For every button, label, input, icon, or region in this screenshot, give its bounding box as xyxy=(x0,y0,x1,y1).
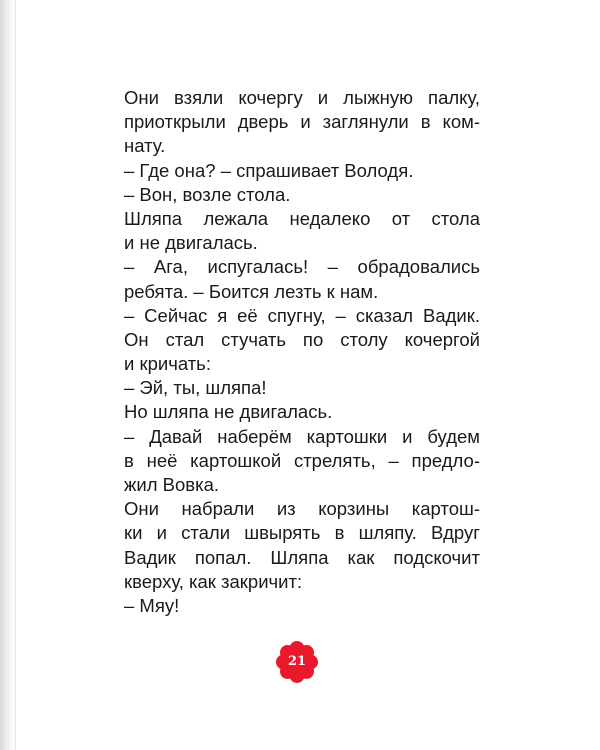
text-line: – Вон, возле стола. xyxy=(124,183,291,205)
text-line: – Эй, ты, шляпа! xyxy=(124,377,267,399)
text-line: ребята. – Боится лезть к нам. xyxy=(124,280,379,302)
text-line: нату. xyxy=(124,135,166,157)
text-line: Вадик попал. Шляпа как подскочит xyxy=(124,546,480,568)
text-line: – Давай наберём картошки и будем xyxy=(124,425,480,447)
text-line: – Мяу! xyxy=(124,594,180,616)
text-line: – Сейчас я её спугну, – сказал Вадик. xyxy=(124,304,480,326)
page-number-badge xyxy=(275,640,319,684)
story-text xyxy=(124,86,480,618)
text-line: жил Вовка. xyxy=(124,474,220,495)
text-line: Они набрали из корзины картош- xyxy=(124,498,480,520)
text-line: – Ага, испугалась! – обрадовались xyxy=(124,256,480,278)
text-line: в неё картошкой стрелять, – предло- xyxy=(124,449,480,471)
text-line: приоткрыли дверь и заглянули в ком- xyxy=(124,111,480,133)
text-line: и не двигалась. xyxy=(124,232,258,254)
text-line: Они взяли кочергу и лыжную палку, xyxy=(124,87,480,108)
text-line: ки и стали швырять в шляпу. Вдруг xyxy=(124,522,480,544)
text-line: и кричать: xyxy=(124,353,211,375)
text-line: – Где она? – спрашивает Володя. xyxy=(124,159,414,181)
page-number: 21 xyxy=(287,654,307,669)
page-binding-edge xyxy=(0,0,16,750)
text-line: Он стал стучать по столу кочергой xyxy=(124,328,480,350)
text-line: Но шляпа не двигалась. xyxy=(124,401,333,423)
text-line: кверху, как закричит: xyxy=(124,570,303,592)
text-line: Шляпа лежала недалеко от стола xyxy=(124,207,480,229)
